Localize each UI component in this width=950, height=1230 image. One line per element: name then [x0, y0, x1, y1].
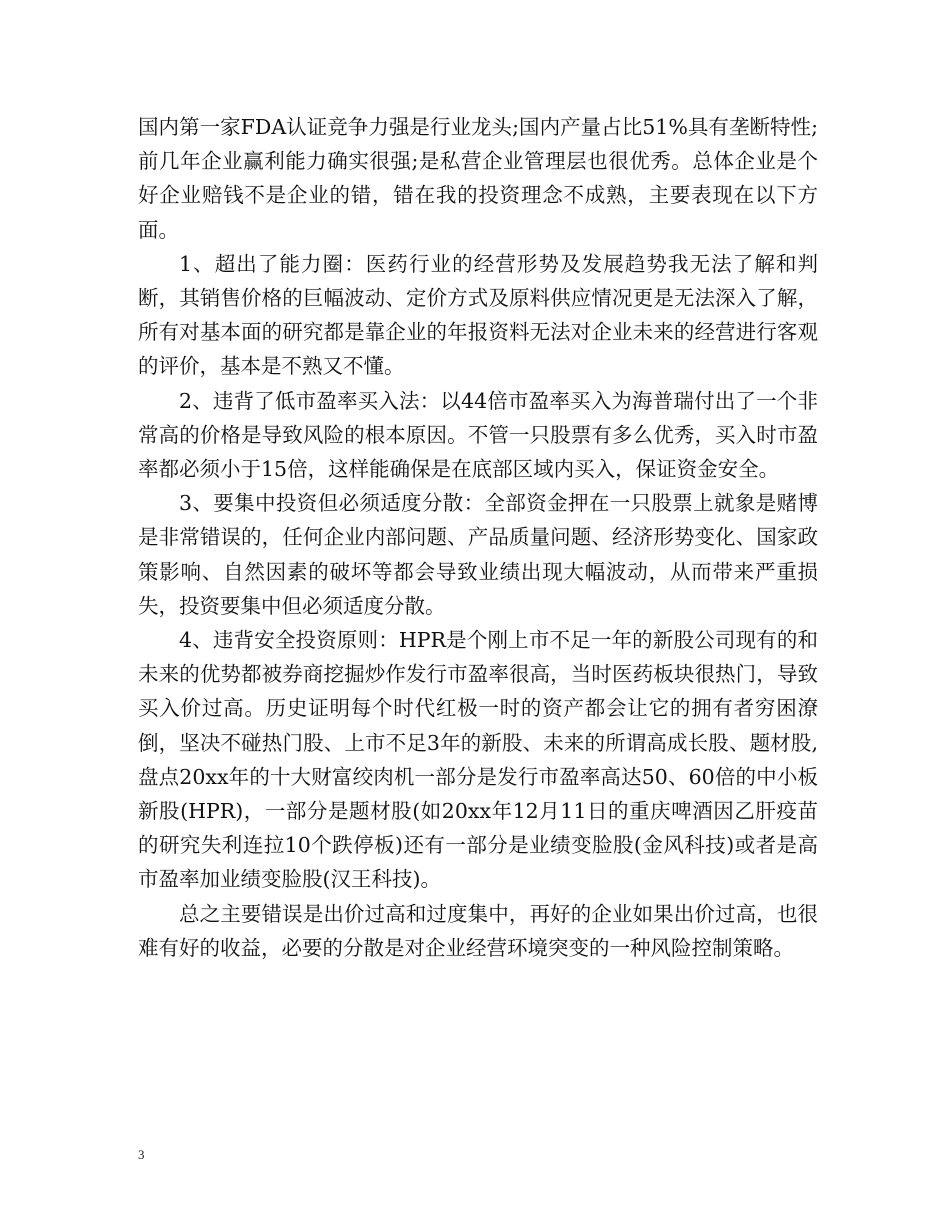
- page-number: 3: [138, 1147, 145, 1162]
- paragraph-continuation: 国内第一家FDA认证竞争力强是行业龙头;国内产量占比51%具有垄断特性;前几年企业赢利能力确实很强;是私营企业管理层也很优秀。总体企业是个好企业赔钱不是企业的错，错在我的投资理念不成熟，主要表现在以下方面。: [138, 115, 818, 242]
- paragraph-conclusion: 总之主要错误是出价过高和过度集中，再好的企业如果出价过高，也很难有好的收益，必要的分散是对企业经营环境突变的一种风险控制策略。: [138, 901, 818, 960]
- paragraph-point-4: 4、违背安全投资原则：HPR是个刚上市不足一年的新股公司现有的和未来的优势都被券商挖掘炒作发行市盈率很高，当时医药板块很热门，导致买入价过高。历史证明每个时代红极一时的资产都会让它的拥有者穷困潦倒，坚决不碰热门股、上市不足3年的新股、未来的所谓高成长股、题材股,盘点20xx年的十大财富绞肉机一部分是发行市盈率高达50、60倍的中小板新股(HPR)，一部分是题材股(如20xx年12月11日的重庆啤酒因乙肝疫苗的研究失利连拉10个跌停板)还有一部分是业绩变脸股(金风科技)或者是高市盈率加业绩变脸股(汉王科技)。: [138, 628, 818, 892]
- paragraph-point-1: 1、超出了能力圈：医药行业的经营形势及发展趋势我无法了解和判断，其销售价格的巨幅波动、定价方式及原料供应情况更是无法深入了解，所有对基本面的研究都是靠企业的年报资料无法对企业未来的经营进行客观的评价，基本是不熟又不懂。: [138, 251, 818, 379]
- document-body: [138, 110, 818, 965]
- paragraph-point-3: 3、要集中投资但必须适度分散：全部资金押在一只股票上就象是赌博是非常错误的，任何企业内部问题、产品质量问题、经济形势变化、国家政策影响、自然因素的破坏等都会导致业绩出现大幅波动，从而带来严重损失，投资要集中但必须适度分散。: [138, 491, 818, 618]
- paragraph-point-2: 2、违背了低市盈率买入法：以44倍市盈率买入为海普瑞付出了一个非常高的价格是导致风险的根本原因。不管一只股票有多么优秀，买入时市盈率都必须小于15倍，这样能确保是在底部区域内买入，保证资金安全。: [138, 388, 818, 482]
